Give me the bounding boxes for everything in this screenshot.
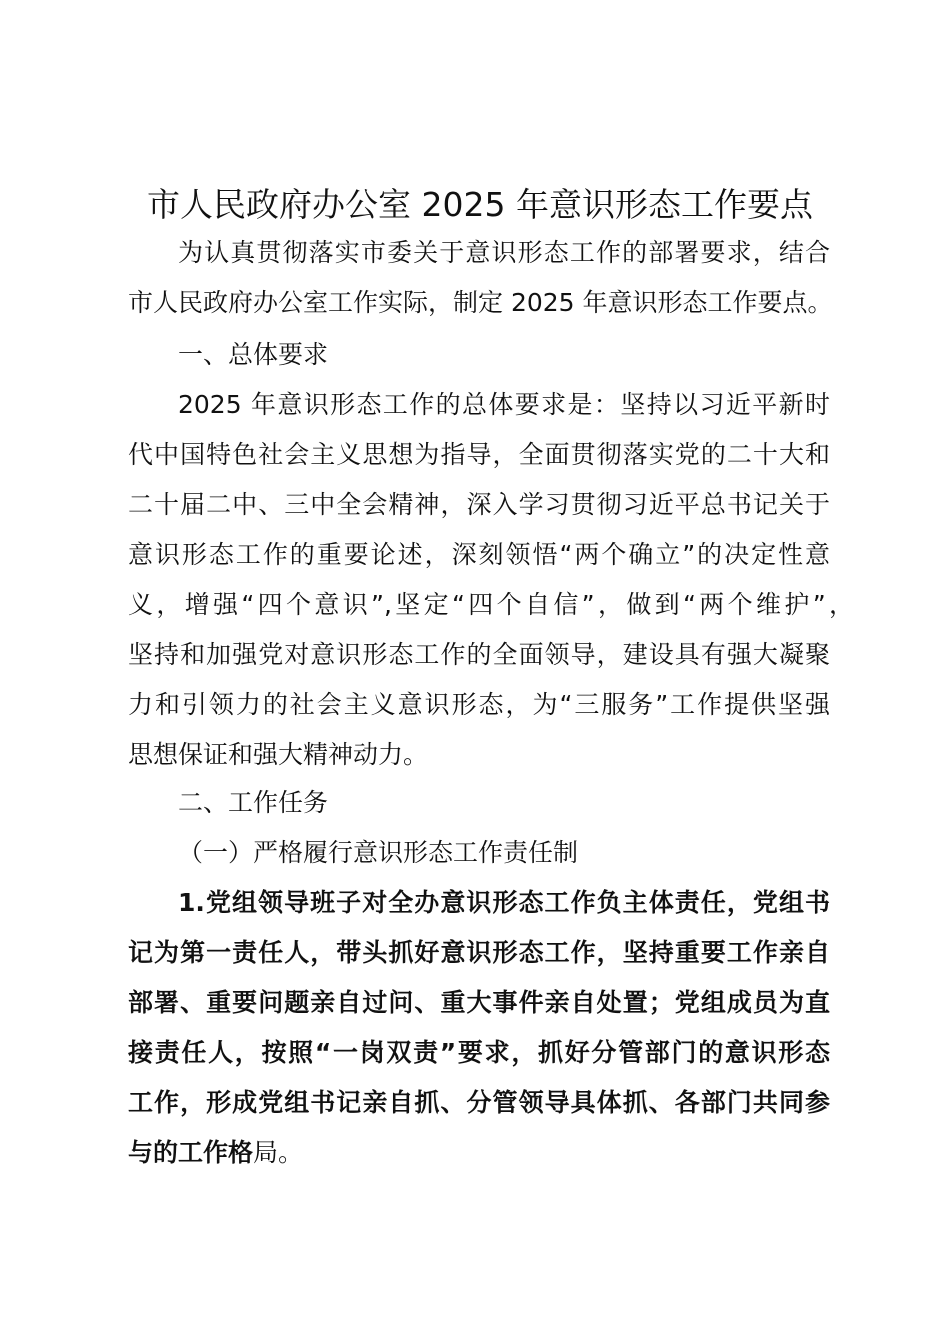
paragraph-line: 代中国特色社会主义思想为指导，全面贯彻落实党的二十大和 <box>128 440 830 469</box>
intro-line-1: 为认真贯彻落实市委关于意识形态工作的部署要求，结合 <box>178 238 830 267</box>
intro-line-2: 市人民政府办公室工作实际，制定 2025 年意识形态工作要点。 <box>128 288 833 317</box>
section-heading-overall-requirements: 一、总体要求 <box>178 340 329 369</box>
item-last-line-bold: 与的工作格 <box>128 1138 254 1167</box>
item-last-line-rest: 局。 <box>253 1138 304 1167</box>
item-line: 1.党组领导班子对全办意识形态工作负主体责任，党组书 <box>178 888 830 917</box>
subsection-heading: （一）严格履行意识形态工作责任制 <box>178 838 579 867</box>
item-line: 部署、重要问题亲自过问、重大事件亲自处置；党组成员为直 <box>128 988 830 1017</box>
paragraph-line: 坚持和加强党对意识形态工作的全面领导，建设具有强大凝聚 <box>128 640 830 669</box>
document-title: 市人民政府办公室 2025 年意识形态工作要点 <box>147 185 813 224</box>
paragraph-line: 思想保证和强大精神动力。 <box>128 740 429 769</box>
item-line: 接责任人，按照“一岗双责”要求，抓好分管部门的意识形态 <box>128 1038 830 1067</box>
paragraph-line: 二十届二中、三中全会精神，深入学习贯彻习近平总书记关于 <box>128 490 830 519</box>
item-line: 工作，形成党组书记亲自抓、分管领导具体抓、各部门共同参 <box>128 1088 830 1117</box>
paragraph-line: 意识形态工作的重要论述，深刻领悟“两个确立”的决定性意 <box>128 540 830 569</box>
paragraph-line: 义，增强“四个意识”,坚定“四个自信”，做到“两个维护”， <box>128 590 854 619</box>
paragraph-line: 2025 年意识形态工作的总体要求是：坚持以习近平新时 <box>178 390 830 419</box>
paragraph-line: 力和引领力的社会主义意识形态，为“三服务”工作提供坚强 <box>128 690 830 719</box>
item-last-line <box>128 1128 303 1178</box>
section-heading-work-tasks: 二、工作任务 <box>178 788 329 817</box>
item-line: 记为第一责任人，带头抓好意识形态工作，坚持重要工作亲自 <box>128 938 830 967</box>
